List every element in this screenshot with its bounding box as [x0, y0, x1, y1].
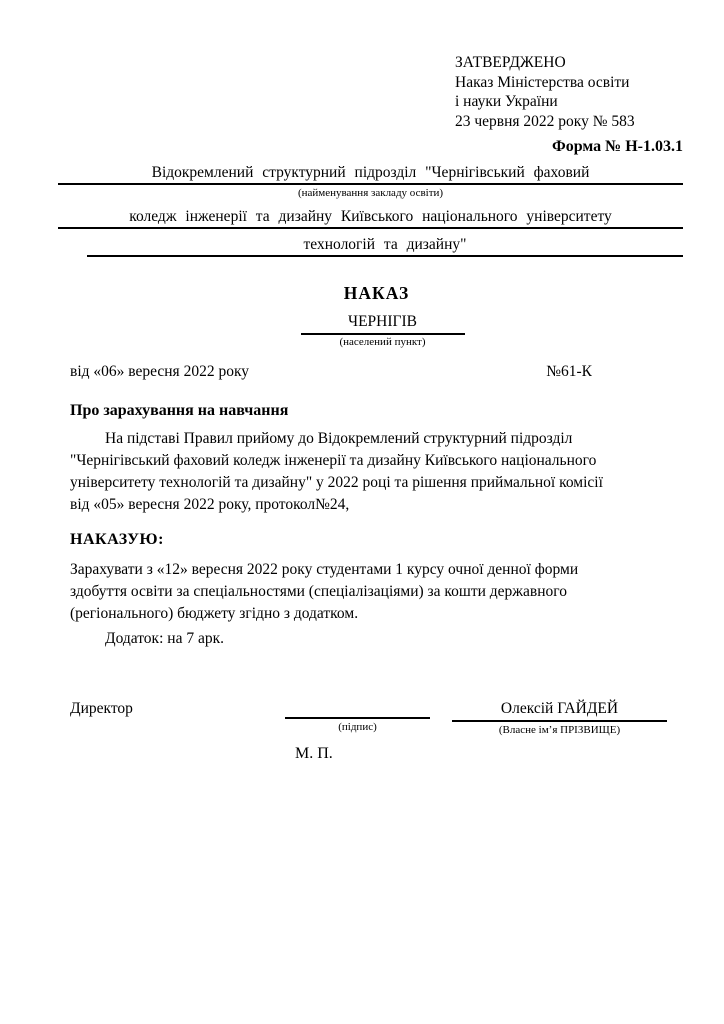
signer-name: Олексій ГАЙДЕЙ	[452, 698, 667, 722]
institution-name-line-1: Відокремлений структурний підрозділ "Чернігівський фаховий	[58, 164, 683, 185]
order-subject: Про зарахування на навчання	[70, 402, 289, 419]
basis-line: На підставі Правил прийому до Відокремлений структурний підрозділ	[105, 430, 573, 447]
institution-name-line-3: технологій та дизайну"	[87, 235, 683, 257]
approval-line-3: і науки України	[455, 93, 558, 110]
date-row	[70, 362, 592, 382]
signature-field-cell	[285, 698, 430, 734]
command-line: здобуття освіти за спеціальностями (спеціалізаціями) за кошти державного	[70, 583, 567, 600]
signature-line	[285, 698, 430, 719]
command-paragraph	[70, 559, 669, 625]
command-label: НАКАЗУЮ:	[70, 531, 164, 548]
city-name: ЧЕРНІГІВ	[301, 311, 465, 335]
signer-name-caption: (Власне ім’я ПРІЗВИЩЕ)	[498, 724, 621, 736]
order-number: №61-К	[546, 363, 592, 380]
signer-position: Директор	[70, 700, 133, 717]
approval-line-1: ЗАТВЕРДЖЕНО	[455, 54, 566, 71]
approval-line-2: Наказ Міністерства освіти	[455, 73, 630, 91]
city-block	[301, 311, 465, 349]
signer-position-cell	[70, 698, 285, 719]
order-date: від «06» вересня 2022 року	[70, 363, 249, 380]
form-number: Форма № Н-1.03.1	[551, 138, 683, 155]
attachment-note: Додаток: на 7 арк.	[105, 630, 224, 647]
basis-line: від «05» вересня 2022 року, протокол№24,	[70, 496, 350, 513]
command-line: Зарахувати з «12» вересня 2022 року студентами 1 курсу очної денної форми	[70, 561, 579, 578]
basis-line: університету технологій та дизайну" у 2022 році та рішення приймальної комісії	[70, 474, 603, 491]
signature-row	[70, 698, 724, 737]
order-title: НАКАЗ	[343, 283, 410, 303]
command-line: (регіонального) бюджету згідно з додатком.	[70, 605, 359, 622]
approval-line-4: 23 червня 2022 року № 583	[455, 112, 635, 130]
basis-paragraph	[70, 428, 669, 516]
institution-name-block	[58, 164, 683, 257]
approval-block	[455, 0, 724, 131]
stamp-placeholder: М. П.	[295, 745, 333, 762]
institution-name-caption: (найменування закладу освіти)	[297, 187, 444, 199]
signer-name-cell	[452, 698, 667, 737]
city-caption: (населений пункт)	[339, 336, 426, 348]
signature-caption: (підпис)	[338, 721, 377, 733]
institution-name-line-2: коледж інженерії та дизайну Київського національного університету	[58, 207, 683, 229]
basis-line: "Чернігівський фаховий коледж інженерії та дизайну Київського національного	[70, 452, 597, 469]
